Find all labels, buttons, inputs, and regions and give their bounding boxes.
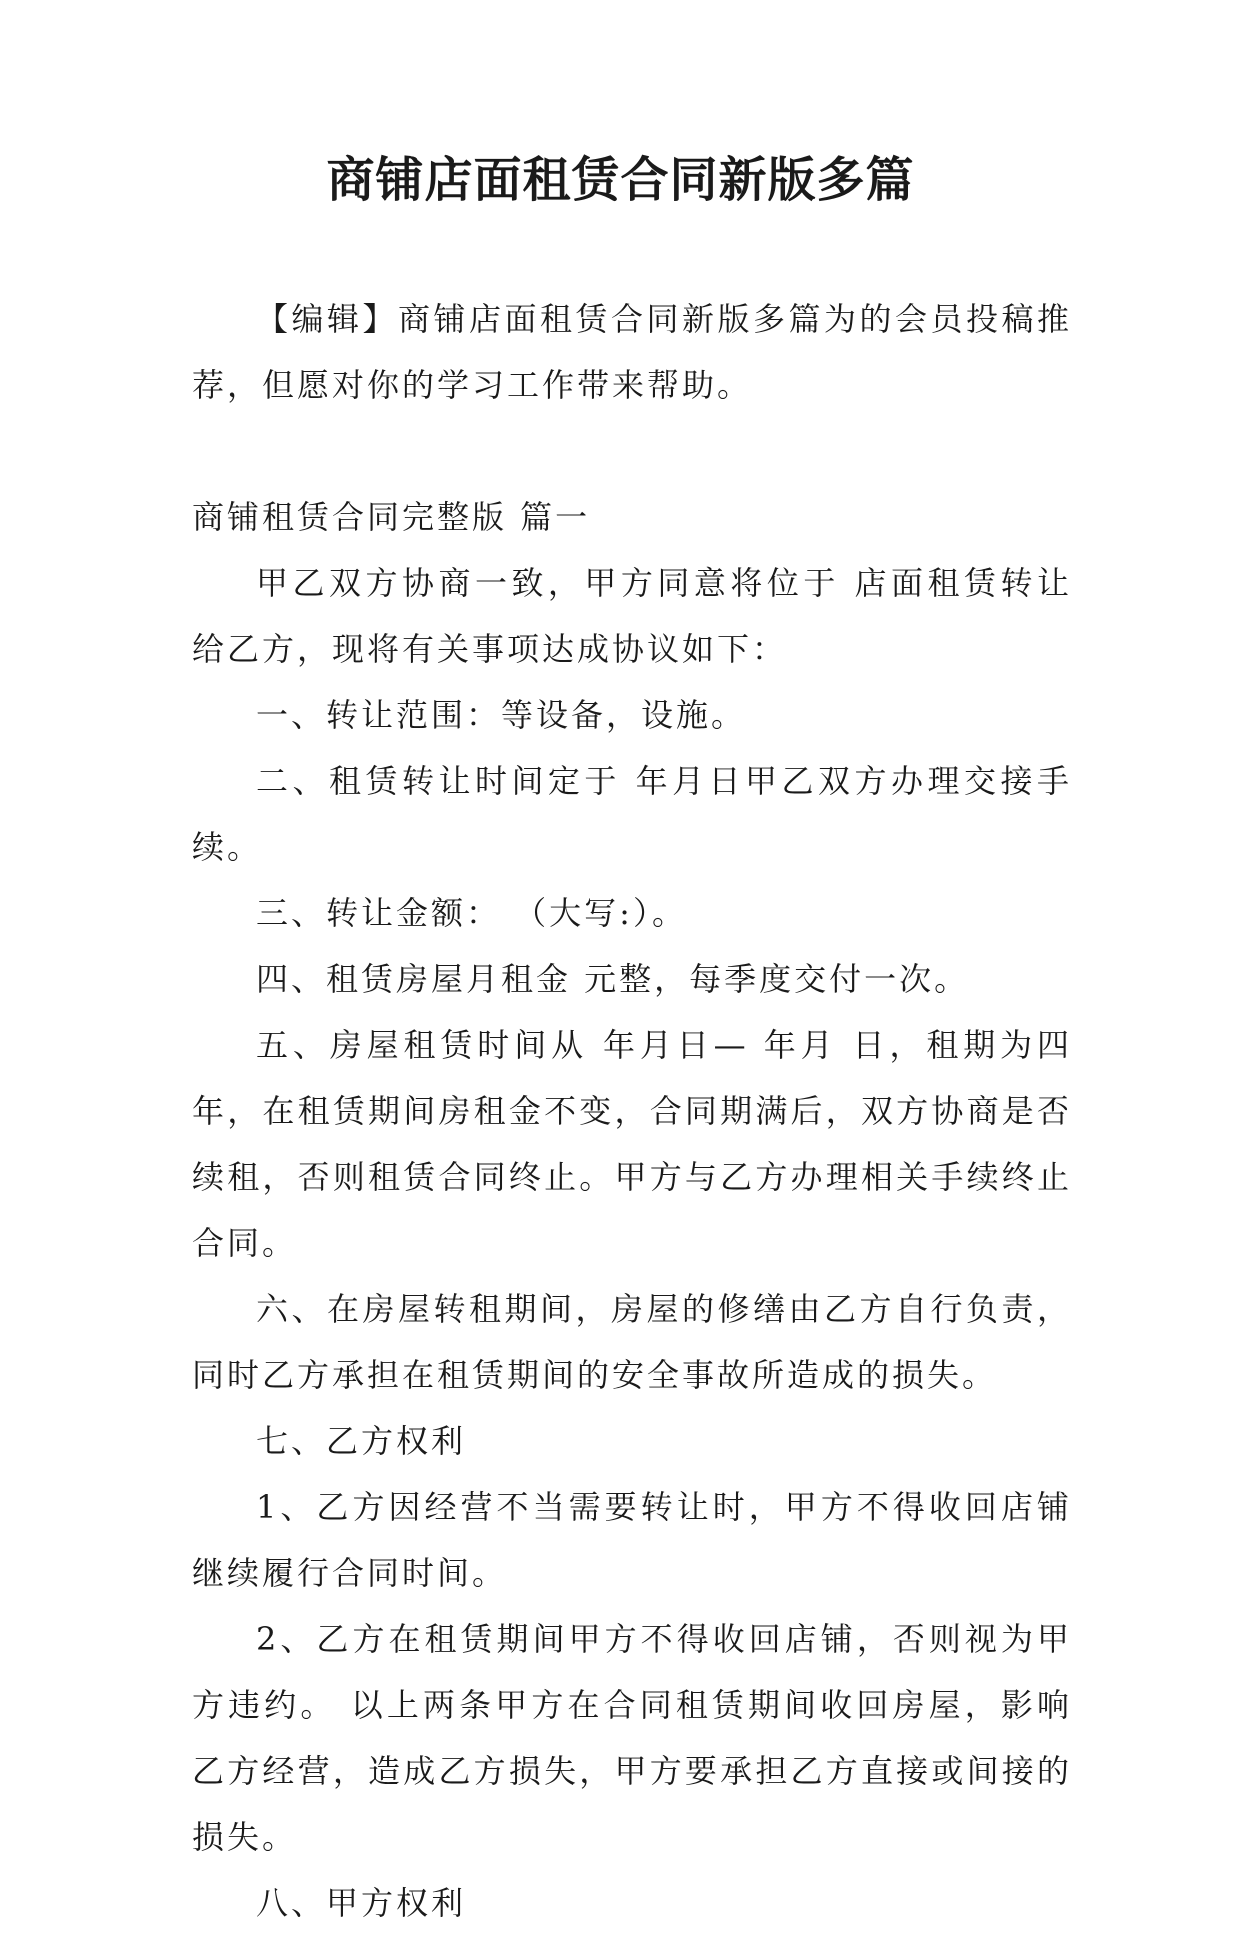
paragraph-spacer bbox=[192, 418, 1072, 484]
contract-paragraph: 二、租赁转让时间定于 年月日甲乙双方办理交接手续。 bbox=[192, 762, 1072, 866]
document-body bbox=[192, 286, 1072, 1936]
section-heading: 商铺租赁合同完整版 篇一 bbox=[192, 498, 591, 536]
contract-paragraph: 七、乙方权利 bbox=[256, 1422, 467, 1460]
contract-paragraph: 六、在房屋转租期间，房屋的修缮由乙方自行负责，同时乙方承担在租赁期间的安全事故所造成的损失。 bbox=[192, 1290, 1072, 1394]
contract-paragraph: 2、乙方在租赁期间甲方不得收回店铺，否则视为甲方违约。 以上两条甲方在合同租赁期间收回房屋，影响乙方经营，造成乙方损失，甲方要承担乙方直接或间接的损失。 bbox=[192, 1620, 1072, 1856]
document-title: 商铺店面租赁合同新版多篇 bbox=[326, 152, 915, 208]
contract-paragraph: 三、转让金额： （大写:）。 bbox=[256, 894, 687, 932]
contract-paragraph: 八、甲方权利 bbox=[256, 1884, 467, 1922]
contract-paragraph: 甲乙双方协商一致，甲方同意将位于 店面租赁转让给乙方，现将有关事项达成协议如下： bbox=[192, 564, 1072, 668]
contract-paragraph: 1、乙方因经营不当需要转让时，甲方不得收回店铺继续履行合同时间。 bbox=[192, 1488, 1072, 1592]
contract-paragraph: 五、房屋租赁时间从 年月日— 年月 日，租期为四年，在租赁期间房租金不变，合同期满后，双方协商是否续租，否则租赁合同终止。甲方与乙方办理相关手续终止合同。 bbox=[192, 1026, 1072, 1262]
intro-paragraph: 【编辑】商铺店面租赁合同新版多篇为的会员投稿推荐，但愿对你的学习工作带来帮助。 bbox=[192, 300, 1072, 404]
contract-paragraph: 四、租赁房屋月租金 元整，每季度交付一次。 bbox=[256, 960, 970, 998]
contract-paragraph: 一、转让范围：等设备，设施。 bbox=[256, 696, 747, 734]
